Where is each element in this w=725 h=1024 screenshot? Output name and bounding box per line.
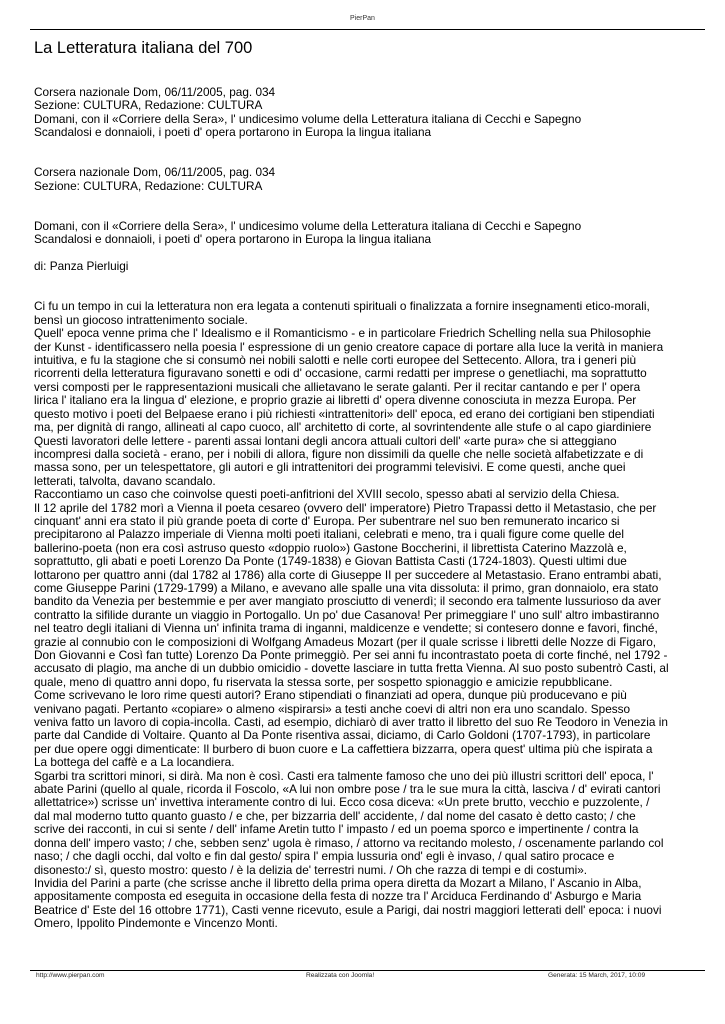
meta-line: Corsera nazionale Dom, 06/11/2005, pag. 034: [34, 85, 276, 99]
body-line: lirica l' italiano era la lingua d' elezione, e proprio grazie ai libretti d' opera divenne conosciuta in mezza Europa. Per: [34, 393, 637, 408]
body-line: abate Parini (quello al quale, ricorda il Foscolo, «A lui non ombre pose / tra le sue mura la città, lasciva / d' evirati cantori: [34, 782, 661, 797]
body-line: letterati, talvolta, davano scandalo.: [34, 473, 216, 488]
body-line: donna dell' impero vasto; / che, sebben senz' ugola è rimaso, / attorno va recitando molesto, / oscenamente parlando col: [34, 835, 664, 850]
footer-credit: Realizzata con Joomla!: [306, 972, 375, 979]
body-line: per due opere oggi dimenticate: Il burbero di buon cuore e La caffettiera bizzarra, opera quest' ultima più che ispirata a: [34, 741, 653, 756]
body-line: incompresi dalla società - erano, per i nobili di allora, figure non dissimili da quelle che nelle società alfabetizzate e di: [34, 446, 644, 461]
body-line: parte dal Candide di Voltaire. Quanto al Da Ponte risentiva assai, diciamo, di Carlo Goldoni (1707-1793), in particolare: [34, 728, 651, 743]
footer-rule: [30, 970, 705, 971]
body-line: disonesto:/ sì, questo mostro: questo / è la delizia de' terrestri numi. / Oh che razza di tempi e di costumi».: [34, 862, 588, 877]
body-line: Quell' epoca venne prima che l' Idealismo e il Romanticismo - e in particolare Friedrich Schelling nella sua Philosophie: [34, 326, 651, 341]
body-line: intuitiva, e fu la stagione che si consumò nei nobili salotti e nelle corti europee del Settecento. Allora, tra i generi più: [34, 353, 636, 368]
article-content: [34, 86, 694, 931]
body-line: Il 12 aprile del 1782 morì a Vienna il poeta cesareo (ovvero dell' imperatore) Pietro Trapassi detto il Metastasio, che per: [34, 500, 657, 515]
body-line: nel teatro degli italiani di Vienna un' infinita trama di inganni, maldicenze e vendette; si contesero donne e favori, finché,: [34, 621, 658, 636]
body-line: Raccontiamo un caso che coinvolse questi poeti-anfitrioni del XVIII secolo, spesso abati al servizio della Chiesa.: [34, 487, 620, 502]
body-line: contratto la sifilide durante un viaggio in Portogallo. Un po' due Casanova! Per primeggiare l' uno sull' altro imbastiranno: [34, 607, 660, 622]
body-line: veniva fatto un lavoro di copia-incolla. Casti, ad esempio, dichiarò di aver tratto il libretto del suo Re Teodoro in Venezia in: [34, 715, 668, 730]
meta-line: Domani, con il «Corriere della Sera», l' undicesimo volume della Letteratura italiana di Cecchi e Sapegno: [34, 111, 582, 126]
author-line: di: Panza Pierluigi: [34, 259, 129, 274]
body-line: Questi lavoratori delle lettere - parenti assai lontani degli ancora attuali cultori dell' «arte pura» che si atteggiano: [34, 433, 617, 448]
header-rule: [30, 29, 705, 30]
body-line: Beatrice d' Este del 16 ottobre 1771), Casti venne ricevuto, esule a Parigi, dai nostri maggiori letterati dell' epoca: i nuovi: [34, 902, 662, 917]
body-line: allettatrice») scrisse un' invettiva interamente contro di lui. Ecco cosa diceva: «Un prete brutto, vecchio e puzzolente, /: [34, 795, 650, 810]
body-line: Invidia del Parini a parte (che scrisse anche il libretto della prima opera diretta da Mozart a Milano, l' Ascanio in Alba,: [34, 875, 642, 890]
body-line: naso; / che dagli occhi, dal volto e fin dal gesto/ spira l' empia lussuria ond' egli è invaso, / qual satiro procace e: [34, 849, 615, 864]
body-line: scrive dei racconti, in cui si sente / dell' infame Aretin tutto l' impasto / ed un poema sporco e impertinente / contra la: [34, 822, 639, 837]
body-line: precipitarono al Palazzo imperiale di Vienna molti poeti italiani, celebrati e meno, tra i quali figure come quelle del: [34, 527, 624, 542]
body-line: lottarono per quattro anni (dal 1782 al 1786) alla corte di Giuseppe II per succedere al Metastasio. Erano entrambi abati,: [34, 567, 662, 582]
meta-line: Scandalosi e donnaioli, i poeti d' opera portarono in Europa la lingua italiana: [34, 125, 432, 140]
body-line: quale, meno di quattro anni dopo, fu riservata la stessa sorte, per sospetto spionaggio e amicizie repubblicane.: [34, 674, 613, 689]
body-line: cinquant' anni era stato il più grande poeta di corte d' Europa. Per subentrare nel suo ben remunerato incarico si: [34, 513, 620, 528]
footer-generated: Generata: 15 March, 2017, 10:09: [548, 972, 646, 979]
body-line: soprattutto, gli abati e poeti Lorenzo Da Ponte (1749-1838) e Giovan Battista Casti (1724-1803). Questi ultimi due: [34, 554, 627, 569]
article-meta-block-2: [34, 166, 694, 193]
body-line: grazie al connubio con le composizioni di Wolfgang Amadeus Mozart (per il quale scrisse i libretti delle Nozze di Figaro,: [34, 634, 657, 649]
body-line: Sgarbi tra scrittori minori, si dirà. Ma non è così. Casti era talmente famoso che uno dei più illustri scrittori dell' epoca, l': [34, 768, 654, 783]
body-line: ricorrenti della letteratura figuravano sonetti e odi d' occasione, carmi redatti per imprese o genetliachi, ma soprattutto: [34, 366, 647, 381]
meta-line: Scandalosi e donnaioli, i poeti d' opera portarono in Europa la lingua italiana: [34, 232, 432, 247]
body-line: massa sono, per un telespettatore, gli autori e gli intrattenitori dei programmi televisivi. E come questi, anche quei: [34, 460, 626, 475]
body-line: bensì un giocoso intrattenimento sociale.: [34, 312, 248, 327]
meta-line: Corsera nazionale Dom, 06/11/2005, pag. 034: [34, 165, 276, 180]
article-meta-block-1: [34, 86, 694, 140]
meta-line: Sezione: CULTURA, Redazione: CULTURA: [34, 178, 263, 193]
body-line: questo motivo i poeti del Belpaese erano i più richiesti «intrattenitori» dell' epoca, ed erano dei cortigiani ben stipendiati: [34, 406, 655, 421]
body-line: venivano pagati. Pertanto «copiare» o almeno «ispirarsi» a testi anche coevi di altri non era uno scandalo. Spesso: [34, 701, 631, 716]
body-line: accusato di plagio, ma anche di un dubbio omicidio - dovette lasciare in tutta fretta Vienna. Al suo posto subentrò Casti, al: [34, 661, 669, 676]
body-line: dal mal moderno tutto quanto guasto / e che, per bizzarria dell' accidente, / dal nome del casato è detto casto; / che: [34, 808, 636, 823]
body-line: Ci fu un tempo in cui la letteratura non era legata a contenuti spirituali o finalizzata a fornire insegnamenti etico-morali,: [34, 299, 650, 314]
article-body: [34, 300, 694, 930]
body-line: Omero, Ippolito Pindemonte e Vincenzo Monti.: [34, 916, 278, 931]
meta-line: Sezione: CULTURA, Redazione: CULTURA: [34, 98, 263, 113]
body-line: Come scrivevano le loro rime questi autori? Erano stipendiati o finanziati ad opera, dunque più producevano e più: [34, 688, 627, 703]
body-line: ballerino-poeta (non era così astruso questo «doppio ruolo») Gastone Boccherini, il librettista Caterino Mazzolà e,: [34, 540, 627, 555]
body-line: bandito da Venezia per bestemmie e per aver mangiato prosciutto di venerdì; il secondo era talmente lussurioso da aver: [34, 594, 661, 609]
body-line: appositamente composta ed eseguita in occasione della festa di nozze tra l' Arciduca Ferdinando d' Asburgo e Maria: [34, 889, 642, 904]
body-line: Don Giovanni e Così fan tutte) Lorenzo Da Ponte primeggiò. Per sei anni fu incontrastato poeta di corte finché, nel 1792 -: [34, 648, 668, 662]
site-header: PierPan: [350, 15, 375, 22]
article-meta-block-3: [34, 220, 694, 247]
body-line: der Kunst - identificassero nella poesia l' espressione di un genio creatore capace di portare alla luce la verità in maniera: [34, 339, 664, 354]
meta-line: Domani, con il «Corriere della Sera», l' undicesimo volume della Letteratura italiana di Cecchi e Sapegno: [34, 219, 582, 234]
body-line: versi composti per le rappresentazioni musicali che allietavano le serate galanti. Per il recitar cantando e per l' opera: [34, 379, 641, 394]
page-title: La Letteratura italiana del 700: [34, 39, 253, 57]
body-line: ma, per dignità di rango, allineati al capo cuoco, all' architetto di corte, al sovrintendente alle stufe o al capo giardiniere: [34, 420, 652, 435]
body-line: La bottega del caffè e a La locandiera.: [34, 755, 235, 770]
footer-url[interactable]: http://www.pierpan.com: [36, 972, 105, 979]
body-line: come Giuseppe Parini (1729-1799) a Milano, e avevano alle spalle una vita dissoluta: il primo, gran donnaiolo, era stato: [34, 580, 659, 595]
